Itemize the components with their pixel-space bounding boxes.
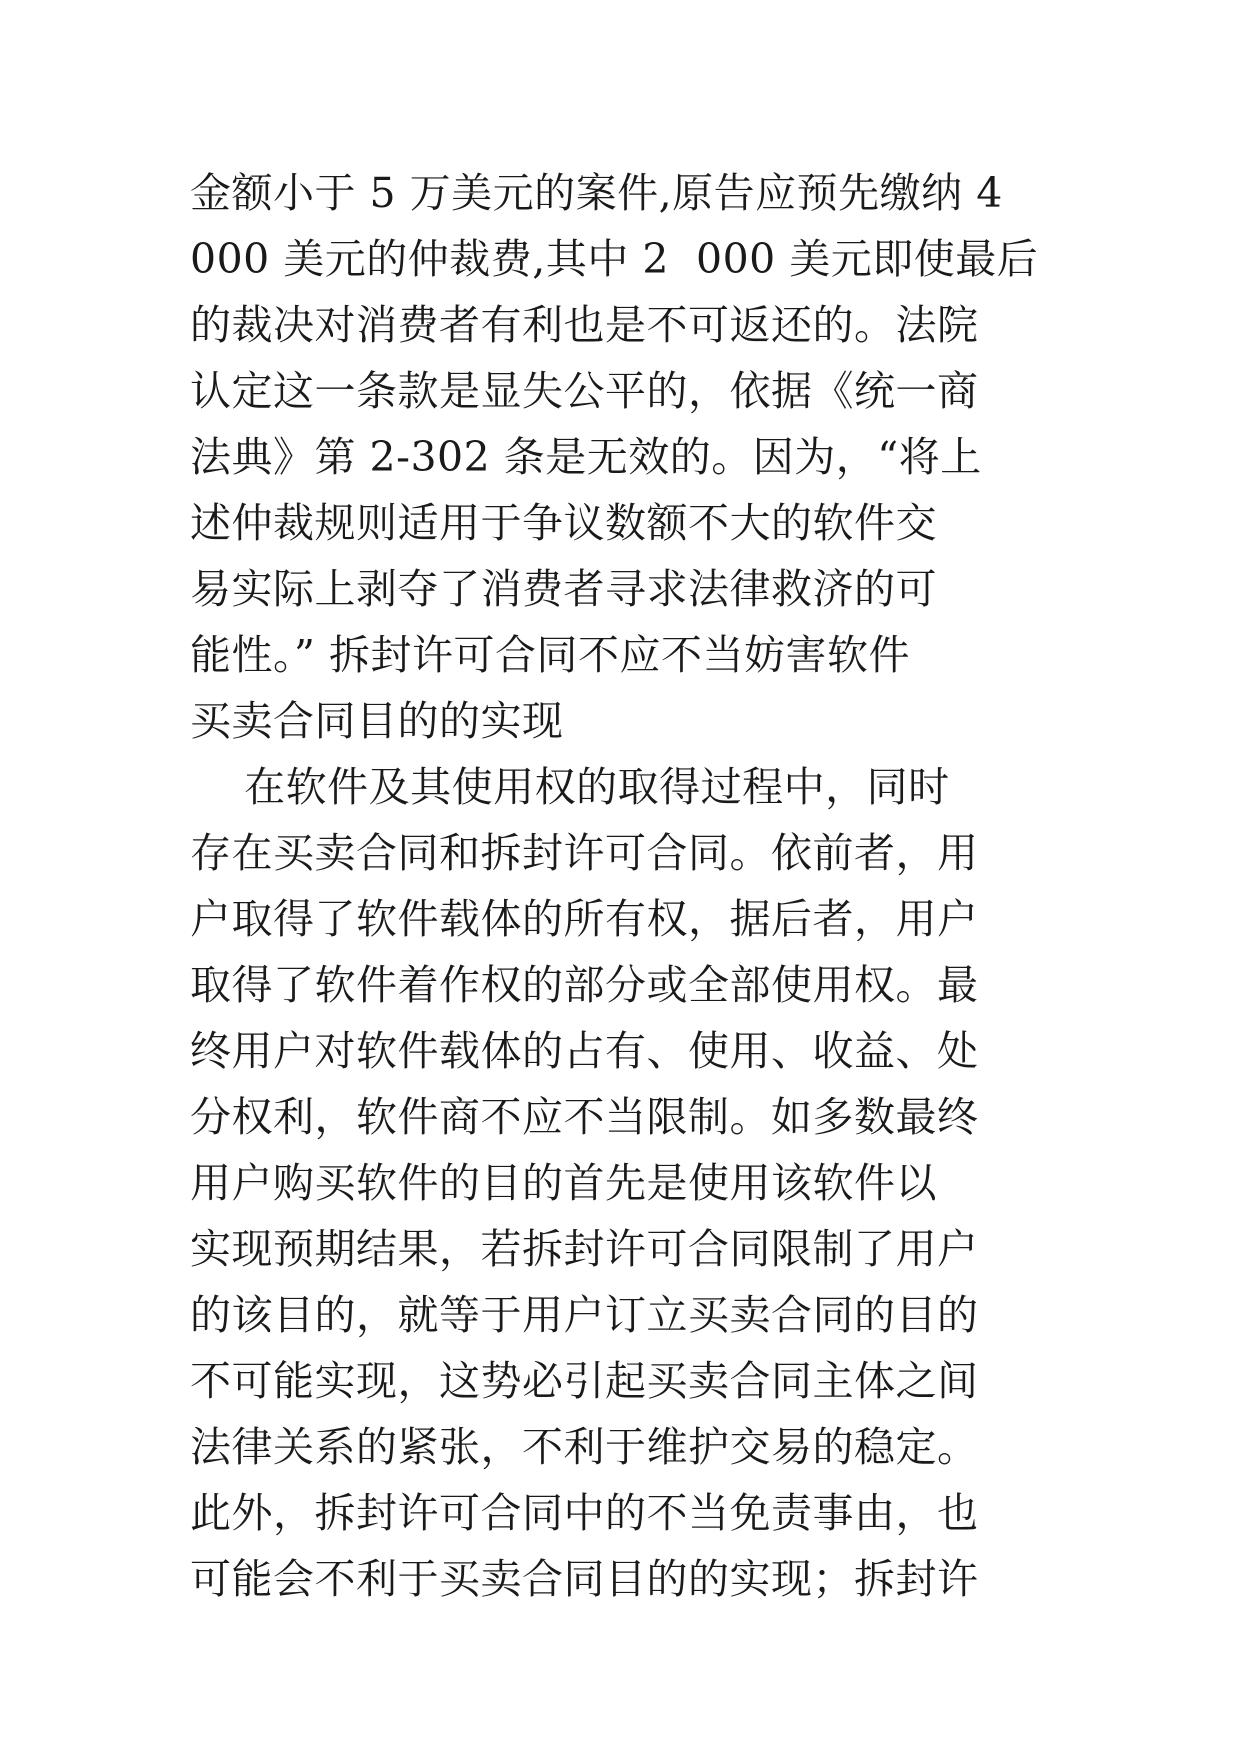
text-line: 可能会不利于买卖合同目的的实现；拆封许 xyxy=(190,1555,979,1603)
text-line: 取得了软件着作权的部分或全部使用权。最 xyxy=(190,961,979,1009)
text-line: 的该目的，就等于用户订立买卖合同的目的 xyxy=(190,1291,979,1339)
text-line: 户取得了软件载体的所有权，据后者，用户 xyxy=(190,895,979,943)
text-line: 不可能实现，这势必引起买卖合同主体之间 xyxy=(190,1357,979,1405)
text-line: 金额小于 5 万美元的案件,原告应预先缴纳 4 xyxy=(190,169,1003,217)
text-line: 认定这一条款是显失公平的，依据《统一商 xyxy=(190,367,979,415)
text-line: 述仲裁规则适用于争议数额不大的软件交 xyxy=(190,499,937,547)
text-line: 在软件及其使用权的取得过程中，同时 xyxy=(190,763,950,811)
text-line: 此外，拆封许可合同中的不当免责事由，也 xyxy=(190,1489,979,1537)
text-line: 存在买卖合同和拆封许可合同。依前者，用 xyxy=(190,829,979,877)
text-line: 的裁决对消费者有利也是不可返还的。法院 xyxy=(190,301,979,349)
text-line: 易实际上剥夺了消费者寻求法律救济的可 xyxy=(190,565,937,613)
text-line: 买卖合同目的的实现 xyxy=(190,697,564,745)
text-line: 能性。” 拆封许可合同不应不当妨害软件 xyxy=(190,631,910,679)
text-line: 实现预期结果，若拆封许可合同限制了用户 xyxy=(190,1225,979,1273)
body-text xyxy=(190,160,1090,1612)
text-line: 法典》第 2-302 条是无效的。因为，“将上 xyxy=(190,433,982,481)
text-line: 000 美元的仲裁费,其中 2 000 美元即使最后 xyxy=(190,235,1039,283)
text-line: 终用户对软件载体的占有、使用、收益、处 xyxy=(190,1027,979,1075)
text-line: 分权利，软件商不应不当限制。如多数最终 xyxy=(190,1093,979,1141)
text-line: 用户购买软件的目的首先是使用该软件以 xyxy=(190,1159,937,1207)
text-line: 法律关系的紧张，不利于维护交易的稳定。 xyxy=(190,1423,979,1471)
